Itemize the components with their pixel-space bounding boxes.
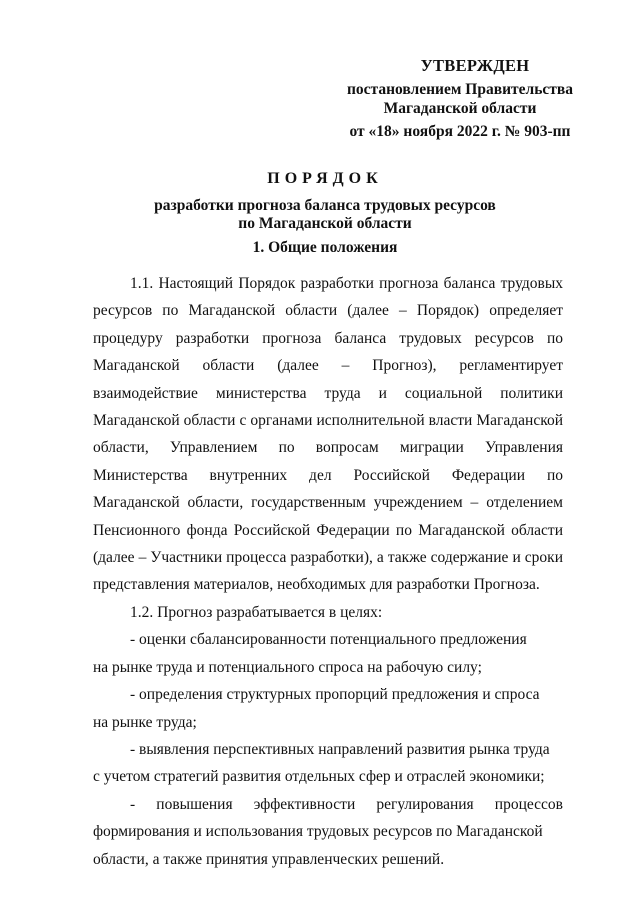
goal-item-3-rest: с учетом стратегий развития отдельных сфер и отраслей экономики;: [93, 768, 545, 786]
goal-item-4-rest: области, а также принятия управленческих решений.: [93, 850, 445, 868]
paragraph-1-1: 1.1. Настоящий Порядок разработки прогноза баланса трудовых ресурсов по Магаданской области (далее – Порядок) определяет процедуру разработки прогноза баланса трудовых ресурсов по Магаданской области (далее – Прогноз), регламентирует взаимодействие министерства труда и социальной политики Магаданской области с органами исполнительной власти Магаданской области, Управлением по вопросам миграции Управления Министерства внутренних дел Российской Федерации по Магаданской области, государственным учреждением – отделением Пенсионного фонда Российской Федерации по Магаданской области (далее – Участники процесса разработки), а также содержание и сроки представления материалов, необходимых для разработки Прогноза.: [93, 275, 563, 594]
goal-item-3-first: - выявления перспективных направлений развития рынка труда: [130, 740, 550, 758]
approval-line-2: Магаданской области: [383, 100, 537, 117]
approval-date: от «18» ноября 2022 г. № 903-пп: [349, 123, 571, 140]
title-word: ПОРЯДОК: [267, 170, 383, 187]
title-line-2: по Магаданской области: [238, 215, 412, 232]
title-line-1: разработки прогноза баланса трудовых ресурсов: [154, 197, 496, 214]
paragraph-1-2: 1.2. Прогноз разрабатывается в целях:: [130, 603, 383, 621]
goal-item-1-first: - оценки сбалансированности потенциального предложения: [130, 631, 527, 649]
document-title: [90, 170, 560, 233]
goal-item-2-first: - определения структурных пропорций предложения и спроса: [130, 686, 540, 704]
approval-stamp: [330, 56, 590, 141]
goal-item-4-first: - повышения эффективности регулирования процессов формирования и использования трудовых ресурсов по Магаданской: [93, 795, 563, 841]
goal-item-1-rest: на рынке труда и потенциального спроса на рабочую силу;: [93, 658, 482, 676]
section-title: 1. Общие положения: [252, 239, 398, 256]
document-body: [93, 270, 563, 873]
approval-line-1: постановлением Правительства: [346, 81, 574, 98]
approval-heading: УТВЕРЖДЕН: [420, 56, 530, 75]
goal-item-2-rest: на рынке труда;: [93, 713, 197, 731]
